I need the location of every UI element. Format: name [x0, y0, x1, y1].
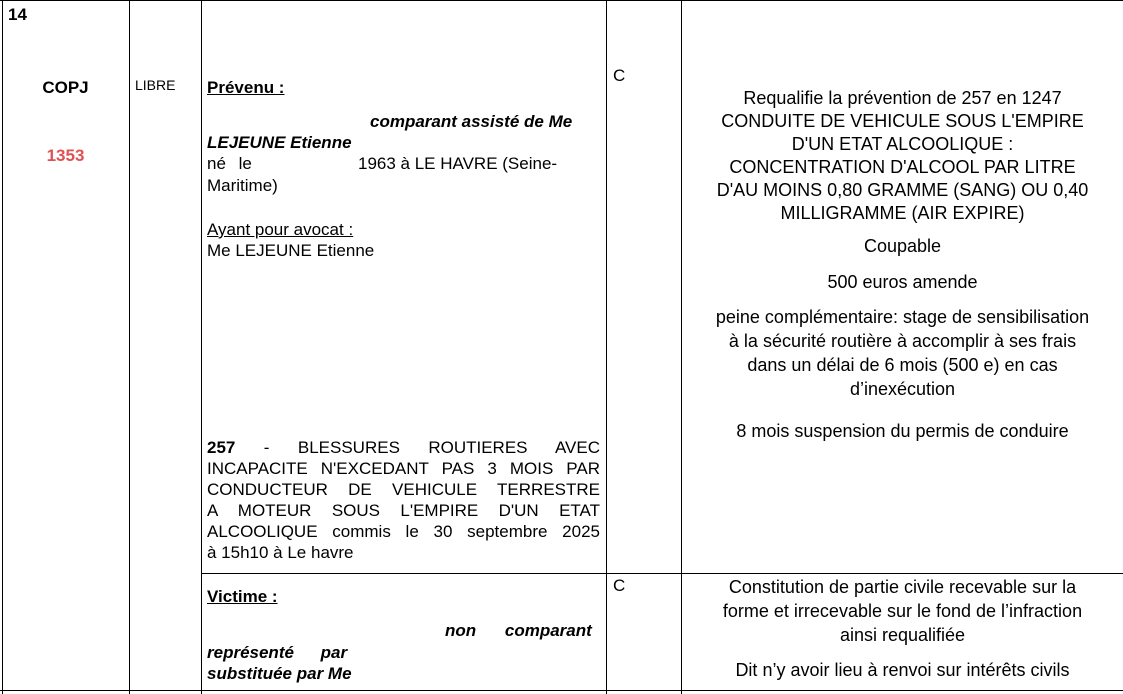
victim-appearance: non comparant — [445, 621, 592, 640]
custody-status: LIBRE — [135, 77, 176, 93]
offence-line: D'AU MOINS 0,80 GRAMME (SANG) OU 0,40 — [716, 180, 1089, 200]
civil-line: ainsi requalifiée — [839, 625, 966, 645]
birth-region: Maritime) — [207, 176, 278, 195]
column-border-left — [2, 0, 3, 694]
decision-code-upper: C — [613, 66, 626, 85]
victim-heading: Victime : — [207, 587, 278, 606]
table-top-border — [0, 0, 1123, 1]
defendant-heading: Prévenu : — [207, 78, 285, 97]
charge-line-2: INCAPACITE N'EXCEDANT PAS 3 MOIS PAR — [207, 459, 600, 478]
lawyer-name: Me LEJEUNE Etienne — [207, 241, 375, 260]
extra-penalty-line: peine complémentaire: stage de sensibilisation — [715, 307, 1090, 327]
victim-substituted: substituée par Me — [207, 664, 352, 683]
charge-line-5: ALCOOLIQUE commis le 30 septembre 2025 — [207, 522, 600, 541]
offence-line: CONCENTRATION D'ALCOOL PAR LITRE — [729, 157, 1076, 177]
table-bottom-border — [0, 690, 1123, 691]
fine: 500 euros amende — [827, 272, 978, 292]
victim-represented: représenté par — [207, 643, 348, 662]
requalify-line: Requalifie la prévention de 257 en 1247 — [743, 88, 1062, 108]
lawyer-label: Ayant pour avocat : — [207, 220, 354, 239]
civil-line: forme et irrecevable sur le fond de l’infraction — [722, 601, 1083, 621]
charge-line-3: CONDUCTEUR DE VEHICULE TERRESTRE — [207, 480, 600, 499]
charge-code: 257 — [207, 438, 236, 457]
decision-code-lower: C — [613, 576, 626, 595]
civil-line: Constitution de partie civile recevable sur la — [728, 577, 1077, 597]
charge-text — [207, 437, 600, 563]
row-separator — [201, 573, 1123, 574]
decision-upper — [682, 87, 1123, 443]
charge-line-1: - BLESSURES ROUTIERES AVEC — [263, 438, 600, 457]
charge-line-4: A MOTEUR SOUS L'EMPIRE D'UN ETAT — [207, 501, 600, 520]
charge-line-6: à 15h10 à Le havre — [207, 543, 354, 562]
no-referral: Dit n’y avoir lieu à renvoi sur intérêts civils — [735, 660, 1070, 680]
column-border-1 — [129, 0, 130, 694]
offence-line: MILLIGRAMME (AIR EXPIRE) — [780, 203, 1025, 223]
birth-place: 1963 à LE HAVRE (Seine- — [358, 154, 558, 173]
extra-penalty-line: à la sécurité routière à accomplir à ses frais — [728, 331, 1077, 351]
defendant-name: LEJEUNE Etienne — [207, 133, 352, 152]
extra-penalty-line: dans un délai de 6 mois (500 e) en cas — [747, 355, 1058, 375]
suspension: 8 mois suspension du permis de conduire — [736, 421, 1069, 441]
case-id: 1353 — [46, 146, 85, 165]
row-number: 14 — [8, 5, 27, 24]
birth-label: né le — [207, 154, 252, 173]
extra-penalty-line: d’inexécution — [849, 379, 956, 399]
verdict: Coupable — [863, 236, 942, 256]
column-border-3 — [606, 0, 607, 694]
column-border-2 — [201, 0, 202, 694]
defendant-appearance: comparant assisté de Me — [370, 112, 573, 131]
offence-line: CONDUITE DE VEHICULE SOUS L'EMPIRE — [721, 111, 1084, 131]
offence-line: D'UN ETAT ALCOOLIQUE : — [791, 134, 1014, 154]
decision-lower — [682, 575, 1123, 682]
procedure-mode: COPJ — [42, 78, 89, 97]
